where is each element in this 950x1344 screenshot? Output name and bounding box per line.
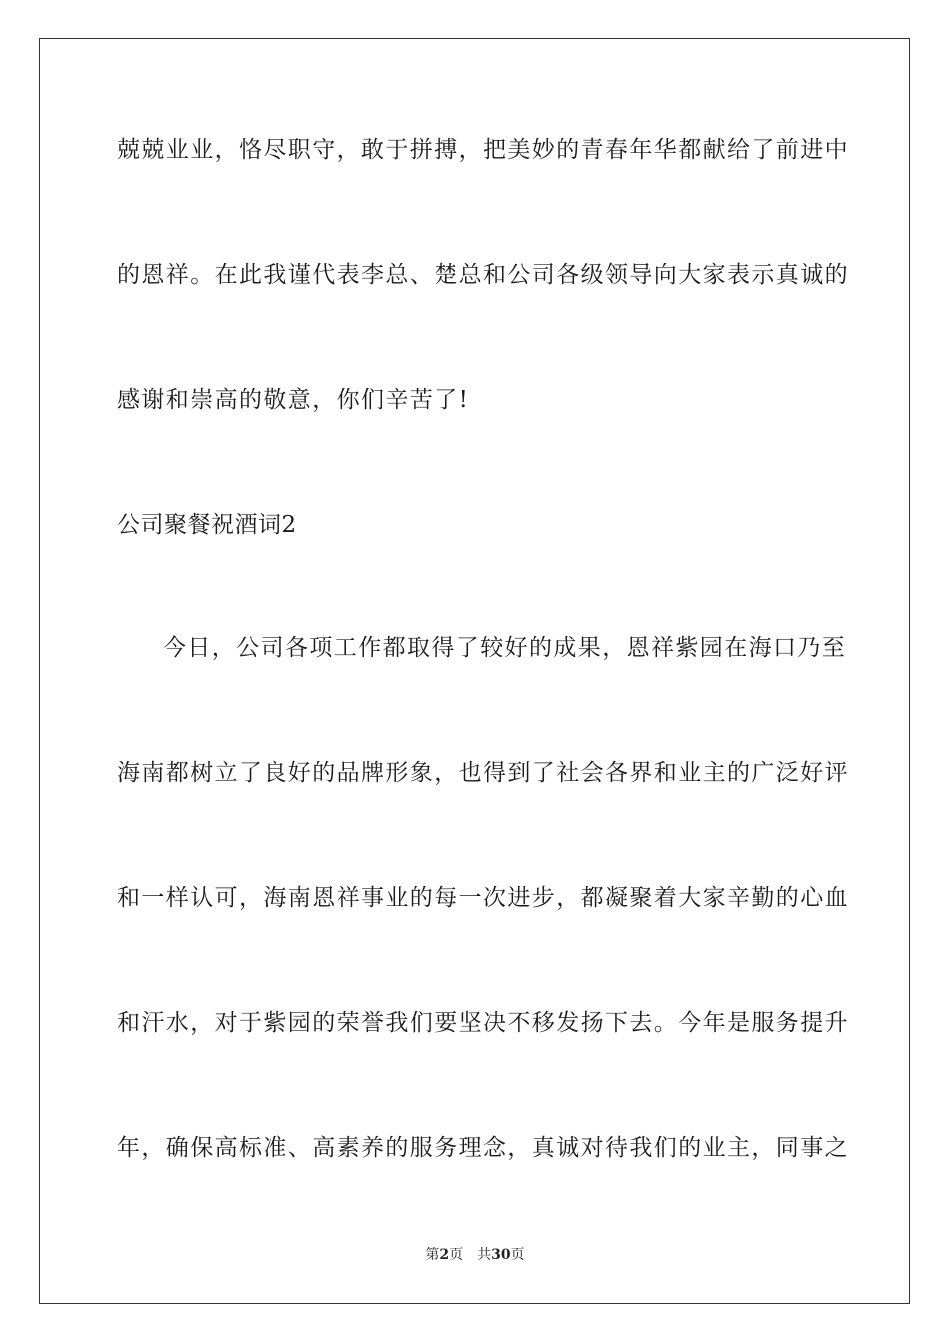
page-prefix: 第 bbox=[425, 1247, 440, 1263]
page-border bbox=[39, 38, 910, 1304]
total-suffix: 页 bbox=[510, 1247, 525, 1263]
body-text-line-3: 感谢和崇高的敬意，你们辛苦了! bbox=[117, 387, 470, 413]
body-text-line-5: 今日，公司各项工作都取得了较好的成果，恩祥紫园在海口乃至 bbox=[163, 635, 847, 661]
body-text-line-8: 和汗水，对于紫园的荣誉我们要坚决不移发扬下去。今年是服务提升 bbox=[117, 1010, 849, 1036]
body-text-line-9: 年，确保高标准、高素养的服务理念，真诚对待我们的业主，同事之 bbox=[117, 1135, 849, 1161]
page-number: 2 bbox=[439, 1247, 450, 1263]
body-text-line-1: 兢兢业业，恪尽职守，敢于拼搏，把美妙的青春年华都献给了前进中 bbox=[117, 137, 849, 163]
body-text-line-6: 海南都树立了良好的品牌形象，也得到了社会各界和业主的广泛好评 bbox=[117, 760, 849, 786]
body-text-line-7: 和一样认可，海南恩祥事业的每一次进步，都凝聚着大家辛勤的心血 bbox=[117, 885, 849, 911]
total-pages: 30 bbox=[491, 1247, 511, 1263]
body-text-line-2: 的恩祥。在此我谨代表李总、楚总和公司各级领导向大家表示真诚的 bbox=[117, 262, 849, 288]
page-footer bbox=[0, 1246, 950, 1264]
section-heading: 公司聚餐祝酒词2 bbox=[117, 512, 297, 538]
total-prefix: 共 bbox=[477, 1247, 492, 1263]
page-suffix: 页 bbox=[449, 1247, 464, 1263]
